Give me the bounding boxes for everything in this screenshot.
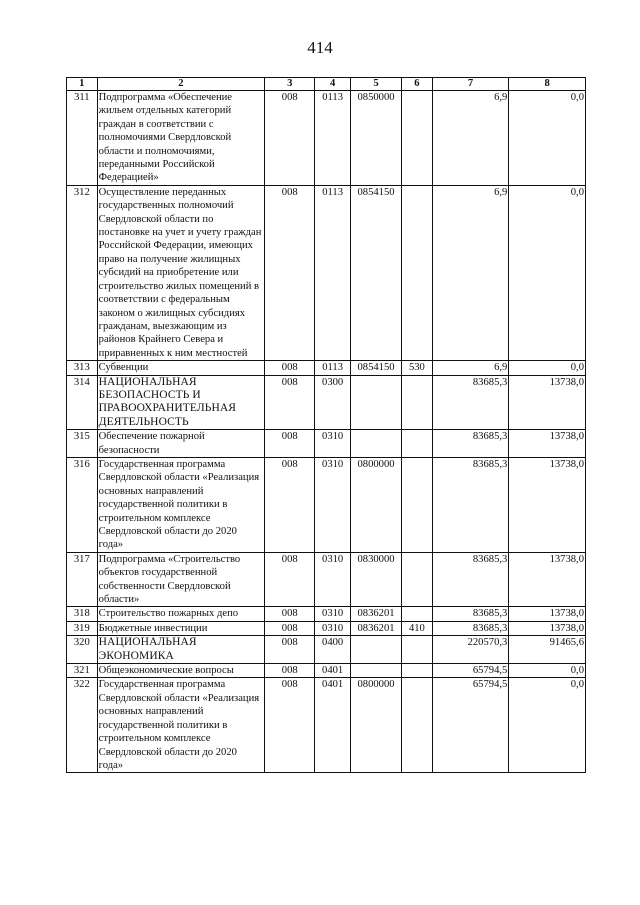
row-number: 311 [67, 91, 98, 186]
row-amount-8: 13738,0 [509, 552, 586, 607]
table-row [67, 678, 586, 773]
row-code-6 [402, 664, 433, 678]
row-amount-8: 13738,0 [509, 430, 586, 458]
row-amount-8: 13738,0 [509, 457, 586, 552]
column-header: 5 [350, 78, 401, 91]
table-row [67, 607, 586, 621]
column-header: 2 [97, 78, 265, 91]
row-code-3: 008 [265, 636, 315, 664]
row-name: Строительство пожарных депо [97, 607, 265, 621]
row-code-4: 0401 [315, 664, 351, 678]
row-code-3: 008 [265, 185, 315, 360]
row-code-6 [402, 375, 433, 430]
row-number: 316 [67, 457, 98, 552]
row-name: Субвенции [97, 361, 265, 375]
column-header: 4 [315, 78, 351, 91]
row-code-5: 0830000 [350, 552, 401, 607]
row-code-3: 008 [265, 361, 315, 375]
row-number: 315 [67, 430, 98, 458]
row-code-6 [402, 636, 433, 664]
row-name: Общеэкономические вопросы [97, 664, 265, 678]
row-code-5: 0854150 [350, 185, 401, 360]
row-amount-8: 91465,6 [509, 636, 586, 664]
table-row [67, 375, 586, 430]
row-amount-8: 0,0 [509, 91, 586, 186]
table-row [67, 361, 586, 375]
row-amount-7: 83685,3 [432, 430, 509, 458]
row-amount-7: 6,9 [432, 361, 509, 375]
table-row [67, 91, 586, 186]
table-row [67, 664, 586, 678]
row-amount-7: 83685,3 [432, 621, 509, 635]
row-code-6 [402, 91, 433, 186]
row-code-5: 0850000 [350, 91, 401, 186]
row-amount-7: 6,9 [432, 91, 509, 186]
row-amount-7: 83685,3 [432, 552, 509, 607]
row-number: 322 [67, 678, 98, 773]
column-header: 6 [402, 78, 433, 91]
row-amount-8: 0,0 [509, 664, 586, 678]
row-amount-7: 65794,5 [432, 664, 509, 678]
row-code-6 [402, 678, 433, 773]
row-name: Государственная программа Свердловской области «Реализация основных направлений государственной политики в строительном комплексе Свердловской области до 2020 года» [97, 457, 265, 552]
row-code-5: 0836201 [350, 621, 401, 635]
row-amount-7: 65794,5 [432, 678, 509, 773]
row-name: Обеспечение пожарной безопасности [97, 430, 265, 458]
row-code-3: 008 [265, 664, 315, 678]
row-code-4: 0113 [315, 361, 351, 375]
row-code-6 [402, 607, 433, 621]
row-code-4: 0310 [315, 552, 351, 607]
column-header: 3 [265, 78, 315, 91]
row-name: НАЦИОНАЛЬНАЯ БЕЗОПАСНОСТЬ И ПРАВООХРАНИТЕЛЬНАЯ ДЕЯТЕЛЬНОСТЬ [97, 375, 265, 430]
row-code-4: 0113 [315, 185, 351, 360]
row-name: Подпрограмма «Строительство объектов государственной собственности Свердловской области» [97, 552, 265, 607]
row-number: 319 [67, 621, 98, 635]
row-code-5: 0800000 [350, 457, 401, 552]
row-amount-8: 13738,0 [509, 375, 586, 430]
row-amount-7: 83685,3 [432, 457, 509, 552]
row-code-3: 008 [265, 621, 315, 635]
column-header: 8 [509, 78, 586, 91]
row-amount-8: 0,0 [509, 678, 586, 773]
row-amount-8: 13738,0 [509, 621, 586, 635]
row-code-6 [402, 430, 433, 458]
row-code-5: 0836201 [350, 607, 401, 621]
header-row [67, 78, 586, 91]
row-number: 321 [67, 664, 98, 678]
row-number: 320 [67, 636, 98, 664]
table-row [67, 185, 586, 360]
row-amount-8: 13738,0 [509, 607, 586, 621]
row-code-3: 008 [265, 457, 315, 552]
row-amount-7: 83685,3 [432, 607, 509, 621]
column-header: 1 [67, 78, 98, 91]
row-code-3: 008 [265, 430, 315, 458]
row-code-4: 0113 [315, 91, 351, 186]
row-name: Бюджетные инвестиции [97, 621, 265, 635]
row-code-3: 008 [265, 607, 315, 621]
row-number: 318 [67, 607, 98, 621]
row-number: 317 [67, 552, 98, 607]
row-code-6: 410 [402, 621, 433, 635]
row-amount-8: 0,0 [509, 185, 586, 360]
row-code-6 [402, 552, 433, 607]
table-row [67, 457, 586, 552]
row-code-4: 0310 [315, 621, 351, 635]
row-code-4: 0400 [315, 636, 351, 664]
row-code-5: 0800000 [350, 678, 401, 773]
row-code-4: 0310 [315, 457, 351, 552]
row-number: 312 [67, 185, 98, 360]
row-code-5 [350, 430, 401, 458]
row-code-5 [350, 375, 401, 430]
row-number: 313 [67, 361, 98, 375]
row-code-3: 008 [265, 375, 315, 430]
budget-table [66, 77, 586, 773]
row-code-3: 008 [265, 678, 315, 773]
column-header: 7 [432, 78, 509, 91]
row-code-5 [350, 664, 401, 678]
row-code-5: 0854150 [350, 361, 401, 375]
row-amount-7: 83685,3 [432, 375, 509, 430]
row-amount-8: 0,0 [509, 361, 586, 375]
row-code-4: 0310 [315, 430, 351, 458]
row-name: Подпрограмма «Обеспечение жильем отдельных категорий граждан в соответствии с полномочиями Свердловской области и полномочиями, переданными Российской Федерацией» [97, 91, 265, 186]
row-name: НАЦИОНАЛЬНАЯ ЭКОНОМИКА [97, 636, 265, 664]
row-code-6 [402, 457, 433, 552]
table-row [67, 430, 586, 458]
row-code-6: 530 [402, 361, 433, 375]
row-code-3: 008 [265, 91, 315, 186]
row-number: 314 [67, 375, 98, 430]
page-number: 414 [307, 38, 333, 57]
table-row [67, 621, 586, 635]
table-row [67, 552, 586, 607]
table-body [67, 91, 586, 773]
row-code-4: 0310 [315, 607, 351, 621]
table-row [67, 636, 586, 664]
row-code-4: 0300 [315, 375, 351, 430]
row-code-3: 008 [265, 552, 315, 607]
row-code-6 [402, 185, 433, 360]
row-code-5 [350, 636, 401, 664]
row-amount-7: 220570,3 [432, 636, 509, 664]
row-amount-7: 6,9 [432, 185, 509, 360]
row-name: Осуществление переданных государственных полномочий Свердловской области по постановке на учет и учету граждан Российской Федерации, имеющих право на получение жилищных субсидий на приобретение или строительство жилых помещений в соответствии с федеральным законом о жилищных субсидиях гражданам, выезжающим из районов Крайнего Севера и приравненных к ним местностей [97, 185, 265, 360]
row-name: Государственная программа Свердловской области «Реализация основных направлений государственной политики в строительном комплексе Свердловской области до 2020 года» [97, 678, 265, 773]
row-code-4: 0401 [315, 678, 351, 773]
